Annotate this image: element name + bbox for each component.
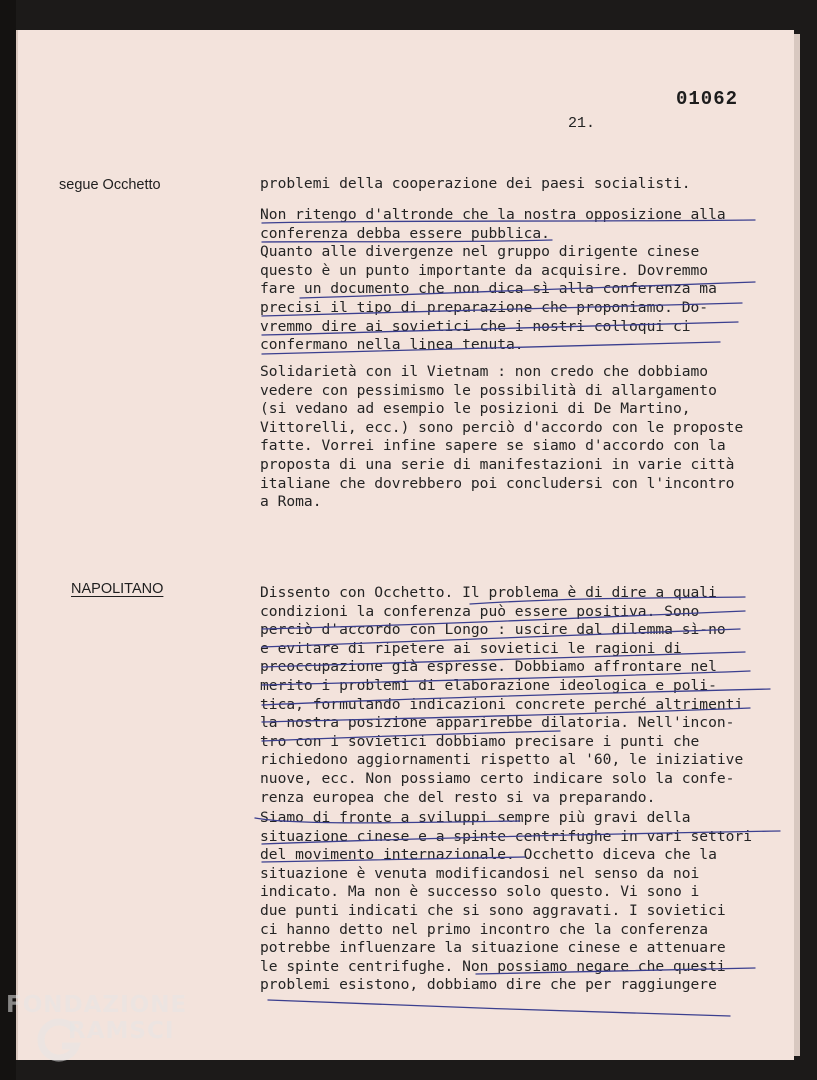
watermark-g-logo-icon	[36, 1016, 84, 1064]
paragraph-occhetto-2: Non ritengo d'altronde che la nostra opposizione alla conferenza debba essere pubblica. Quanto alle divergenze nel gruppo dirigente cinese questo è un punto importante da acquisire. Dovremmo fare un documento che non dica sì alla conferenza ma precisi il tipo di preparazione che proponiamo. Do- vremmo dire ai sovietici che i nostri colloqui ci confermano nella linea tenuta.	[260, 206, 726, 354]
document-number: 01062	[676, 88, 739, 110]
paragraph-napolitano-2: Siamo di fronte a sviluppi sempre più gravi della situazione cinese e a spinte centrifughe in vari settori del movimento internazionale. Occhetto diceva che la situazione è venuta modificandosi nel senso da noi indicato. Ma non è successo solo questo. Vi sono i due punti indicati che si sono aggravati. I sovietici ci hanno detto nel primo incontro che la conferenza potrebbe influenzare la situazione cinese e attenuare le spinte centrifughe. Non possiamo negare che questi problemi esistono, dobbiamo dire che per raggiungere	[260, 809, 753, 994]
archive-watermark	[6, 992, 187, 1044]
paragraph-occhetto-3: Solidarietà con il Vietnam : non credo che dobbiamo vedere con pessimismo le possibilità di allargamento (si vedano ad esempio le posizioni di De Martino, Vittorelli, ecc.) sono perciò d'accordo con le proposte fatte. Vorrei infine sapere se siamo d'accordo con la proposta di una serie di manifestazioni in varie città italiane che dovrebbero poi concludersi con l'incontro a Roma.	[260, 363, 744, 511]
speaker-label-napolitano: NAPOLITANO	[71, 581, 164, 597]
watermark-line-2: RAMSCI	[68, 1018, 175, 1044]
paragraph-occhetto-1: problemi della cooperazione dei paesi socialisti.	[260, 175, 691, 192]
watermark-line-1: FONDAZIONE	[6, 992, 188, 1018]
page-number: 21.	[568, 115, 596, 132]
speaker-label-occhetto: segue Occhetto	[59, 177, 161, 193]
scan-background-left	[0, 0, 16, 1080]
paragraph-napolitano-1: Dissento con Occhetto. Il problema è di dire a quali condizioni la conferenza può essere positiva. Sono perciò d'accordo con Longo : uscire dal dilemma sì-no e evitare di ripetere ai sovietici le ragioni di preoccupazione già espresse. Dobbiamo affrontare nel merito i problemi di elaborazione ideologica e poli- tica, formulando indicazioni concrete perché altrimenti la nostra posizione apparirebbe dilatoria. Nell'incon- tro con i sovietici dobbiamo precisare i punti che richiedono aggiornamenti rispetto al '60, le iniziative nuove, ecc. Non possiamo certo indicare solo la confe- renza europea che del resto si va preparando.	[260, 584, 744, 806]
